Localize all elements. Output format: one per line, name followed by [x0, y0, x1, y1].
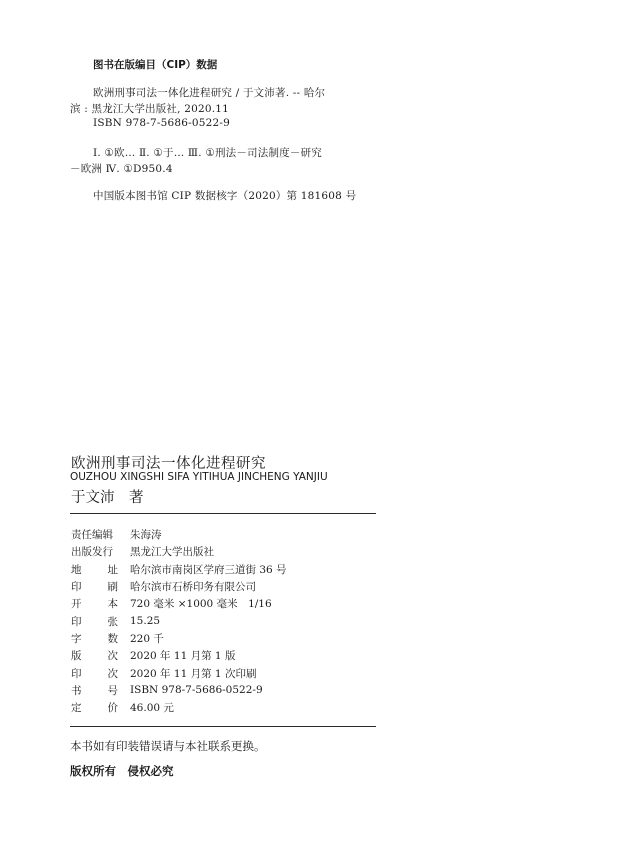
quality-notice: 本书如有印装错误请与本社联系更换。 — [70, 739, 266, 753]
info-value: 220 千 — [130, 632, 164, 645]
info-label: 地 址 — [71, 563, 118, 576]
info-value: 720 毫米 ×1000 毫米 1/16 — [130, 598, 272, 611]
info-label: 字 数 — [71, 632, 118, 645]
info-value: 2020 年 11 月第 1 版 — [130, 650, 236, 663]
info-row-publisher — [71, 543, 287, 560]
divider-top — [70, 513, 376, 514]
cip-line-2: 滨 : 黑龙江大学出版社, 2020.11 — [70, 103, 230, 115]
cip-line-5: －欧洲 Ⅳ. ①D950.4 — [70, 163, 173, 175]
info-label: 书 号 — [71, 684, 118, 697]
info-row-printer — [71, 578, 287, 595]
info-label: 版 次 — [71, 650, 118, 663]
info-row-address — [71, 561, 287, 578]
info-label: 出版发行 — [71, 546, 113, 559]
cip-heading: 图书在版编目（CIP）数据 — [93, 59, 218, 71]
publication-info-table — [71, 526, 287, 716]
cip-line-6: 中国版本图书馆 CIP 数据核字（2020）第 181608 号 — [93, 190, 357, 202]
info-label: 印 次 — [71, 667, 118, 680]
copyright-notice: 版权所有 侵权必究 — [70, 764, 174, 778]
info-value: 黑龙江大学出版社 — [130, 546, 214, 559]
book-title: 欧洲刑事司法一体化进程研究 — [71, 456, 266, 472]
info-row-edition — [71, 647, 287, 664]
book-author: 于文沛 著 — [71, 490, 144, 506]
info-value: 2020 年 11 月第 1 次印刷 — [130, 667, 257, 680]
info-row-sheets — [71, 612, 287, 629]
info-label: 责任编辑 — [71, 529, 113, 542]
info-row-word-count — [71, 630, 287, 647]
info-row-format — [71, 595, 287, 612]
info-value: ISBN 978-7-5686-0522-9 — [130, 684, 263, 697]
info-value: 46.00 元 — [130, 702, 174, 715]
info-label: 印 张 — [71, 615, 118, 628]
cip-line-4: Ⅰ. ①欧… Ⅱ. ①于… Ⅲ. ①刑法－司法制度－研究 — [93, 147, 322, 159]
cip-line-3: ISBN 978-7-5686-0522-9 — [93, 117, 231, 129]
info-row-price — [71, 699, 287, 716]
info-row-printing — [71, 664, 287, 681]
info-value: 15.25 — [130, 615, 161, 628]
divider-bottom — [70, 726, 376, 727]
info-label: 开 本 — [71, 598, 118, 611]
info-row-editor — [71, 526, 287, 543]
info-value: 哈尔滨市南岗区学府三道街 36 号 — [130, 563, 287, 576]
cip-line-1: 欧洲刑事司法一体化进程研究 / 于文沛著. -- 哈尔 — [93, 87, 326, 99]
info-value: 朱海涛 — [130, 529, 162, 542]
info-label: 印 刷 — [71, 581, 118, 594]
info-row-isbn — [71, 682, 287, 699]
info-label: 定 价 — [71, 702, 118, 715]
book-pinyin-title: OUZHOU XINGSHI SIFA YITIHUA JINCHENG YANJIU — [70, 471, 328, 483]
info-value: 哈尔滨市石桥印务有限公司 — [130, 581, 256, 594]
